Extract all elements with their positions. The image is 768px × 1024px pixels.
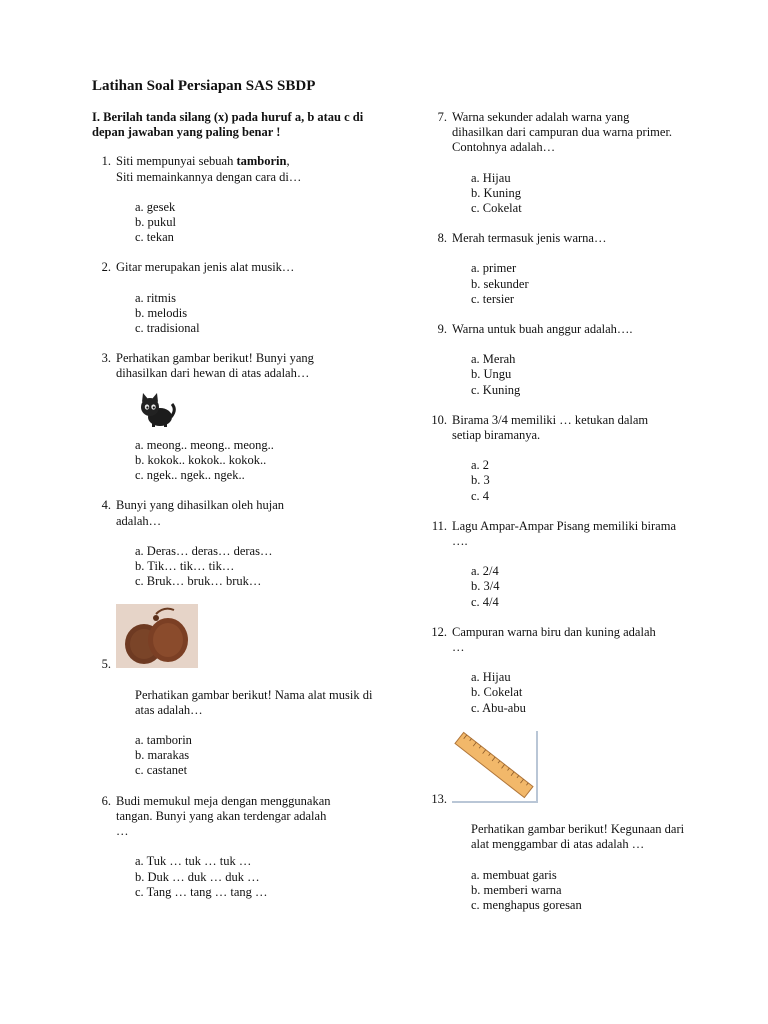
question-8 (428, 231, 728, 307)
question-number: 13. (431, 791, 447, 806)
option-c[interactable]: c. tersier (471, 291, 515, 306)
option-c[interactable]: c. 4 (471, 488, 490, 503)
question-text: Merah termasuk jenis warna… (452, 231, 607, 246)
options (471, 564, 728, 610)
options (471, 458, 728, 504)
option-a[interactable]: a. tamborin (135, 733, 192, 748)
question-2 (92, 260, 392, 336)
question-number: 5. (101, 657, 111, 672)
option-a[interactable]: a. Tuk … tuk … tuk … (135, 854, 252, 869)
question-text: Birama 3/4 memiliki … ketukan dalam setiap biramanya. (452, 412, 649, 443)
question-7 (428, 110, 728, 216)
question-text: Lagu Ampar-Ampar Pisang memiliki birama …. (452, 518, 677, 549)
option-b[interactable]: b. pukul (135, 215, 176, 230)
question-text: Bunyi yang dihasilkan oleh hujan adalah… (116, 498, 285, 528)
option-a[interactable]: a. 2/4 (471, 564, 499, 579)
option-b[interactable]: b. kokok.. kokok.. kokok.. (135, 453, 267, 468)
question-number: 3. (101, 351, 111, 366)
option-a[interactable]: a. meong.. meong.. meong.. (135, 437, 274, 452)
option-a[interactable]: a. Hijau (471, 170, 511, 185)
question-text: Warna untuk buah anggur adalah…. (452, 322, 633, 337)
question-number: 12. (431, 624, 447, 639)
options (471, 670, 728, 716)
question-number: 7. (437, 110, 447, 124)
question-text: Perhatikan gambar berikut! Bunyi yang dihasilkan dari hewan di atas adalah… (116, 351, 314, 381)
option-b[interactable]: b. Tik… tik… tik… (135, 559, 235, 574)
option-c[interactable]: c. 4/4 (471, 594, 499, 609)
options (135, 544, 392, 590)
question-number: 9. (437, 322, 447, 337)
options (135, 438, 392, 484)
question-6 (92, 794, 392, 900)
question-number: 11. (431, 518, 447, 533)
option-a[interactable]: a. 2 (471, 458, 490, 473)
option-c[interactable]: c. tradisional (135, 321, 200, 336)
question-text: Siti mempunyai sebuah tamborin, Siti memainkannya dengan cara di… (116, 154, 302, 184)
right-column (428, 110, 728, 928)
ruler-image (452, 731, 728, 807)
option-c[interactable]: c. ngek.. ngek.. ngek.. (135, 468, 245, 483)
option-b[interactable]: b. sekunder (471, 276, 529, 291)
question-5 (92, 604, 392, 778)
option-a[interactable]: a. membuat garis (471, 867, 557, 882)
instruction: I. Berilah tanda silang (x) pada huruf a, b atau c di depan jawaban yang paling benar ! (92, 110, 364, 140)
option-c[interactable]: c. castanet (135, 763, 188, 778)
question-text: Campuran warna biru dan kuning adalah … (452, 624, 656, 655)
option-a[interactable]: a. primer (471, 261, 517, 276)
option-c[interactable]: c. Kuning (471, 382, 521, 397)
option-b[interactable]: b. memberi warna (471, 882, 562, 897)
question-text: Perhatikan gambar berikut! Kegunaan dari alat menggambar di atas adalah … (471, 822, 685, 852)
question-text: Warna sekunder adalah warna yang dihasilkan dari campuran dua warna primer. Contohnya adalah… (452, 110, 673, 155)
question-number: 1. (101, 154, 111, 169)
question-10 (428, 413, 728, 504)
option-c[interactable]: c. Cokelat (471, 201, 522, 216)
options (471, 171, 728, 217)
page-title: Latihan Soal Persiapan SAS SBDP (92, 78, 316, 94)
question-number: 6. (101, 793, 111, 808)
option-b[interactable]: b. marakas (135, 748, 190, 763)
question-number: 8. (437, 231, 447, 246)
option-a[interactable]: a. gesek (135, 199, 176, 214)
question-13 (428, 731, 728, 913)
option-b[interactable]: b. Duk … duk … duk … (135, 869, 260, 884)
question-text: Gitar merupakan jenis alat musik… (116, 260, 295, 275)
question-number: 4. (101, 498, 111, 513)
option-a[interactable]: a. ritmis (135, 290, 176, 305)
castanet-image (116, 604, 392, 672)
option-c[interactable]: c. Abu-abu (471, 700, 526, 715)
option-b[interactable]: b. Cokelat (471, 685, 523, 700)
question-4 (92, 498, 392, 589)
question-11 (428, 519, 728, 610)
options (135, 854, 392, 900)
option-c[interactable]: c. tekan (135, 230, 174, 245)
question-3 (92, 351, 392, 483)
question-text: Budi memukul meja dengan menggunakan tangan. Bunyi yang akan terdengar adalah … (116, 793, 331, 839)
options (135, 733, 392, 779)
black-cat-icon (135, 390, 392, 432)
option-a[interactable]: a. Merah (471, 352, 516, 367)
options (471, 352, 728, 398)
option-a[interactable]: a. Hijau (471, 670, 511, 685)
options (135, 200, 392, 246)
options (135, 291, 392, 337)
options (471, 261, 728, 307)
option-b[interactable]: b. 3 (471, 473, 490, 488)
option-c[interactable]: c. menghapus goresan (471, 897, 582, 912)
question-1 (92, 154, 392, 245)
option-c[interactable]: c. Bruk… bruk… bruk… (135, 574, 262, 589)
option-b[interactable]: b. Kuning (471, 185, 521, 200)
option-b[interactable]: b. Ungu (471, 367, 512, 382)
question-number: 2. (101, 260, 111, 275)
question-9 (428, 322, 728, 398)
option-b[interactable]: b. 3/4 (471, 579, 500, 594)
options (471, 868, 728, 914)
option-c[interactable]: c. Tang … tang … tang … (135, 884, 268, 899)
question-number: 10. (431, 412, 447, 427)
left-column (92, 110, 392, 915)
option-a[interactable]: a. Deras… deras… deras… (135, 543, 273, 558)
option-b[interactable]: b. melodis (135, 305, 188, 320)
question-text: Perhatikan gambar berikut! Nama alat musik di atas adalah… (135, 687, 373, 717)
question-12 (428, 625, 728, 716)
